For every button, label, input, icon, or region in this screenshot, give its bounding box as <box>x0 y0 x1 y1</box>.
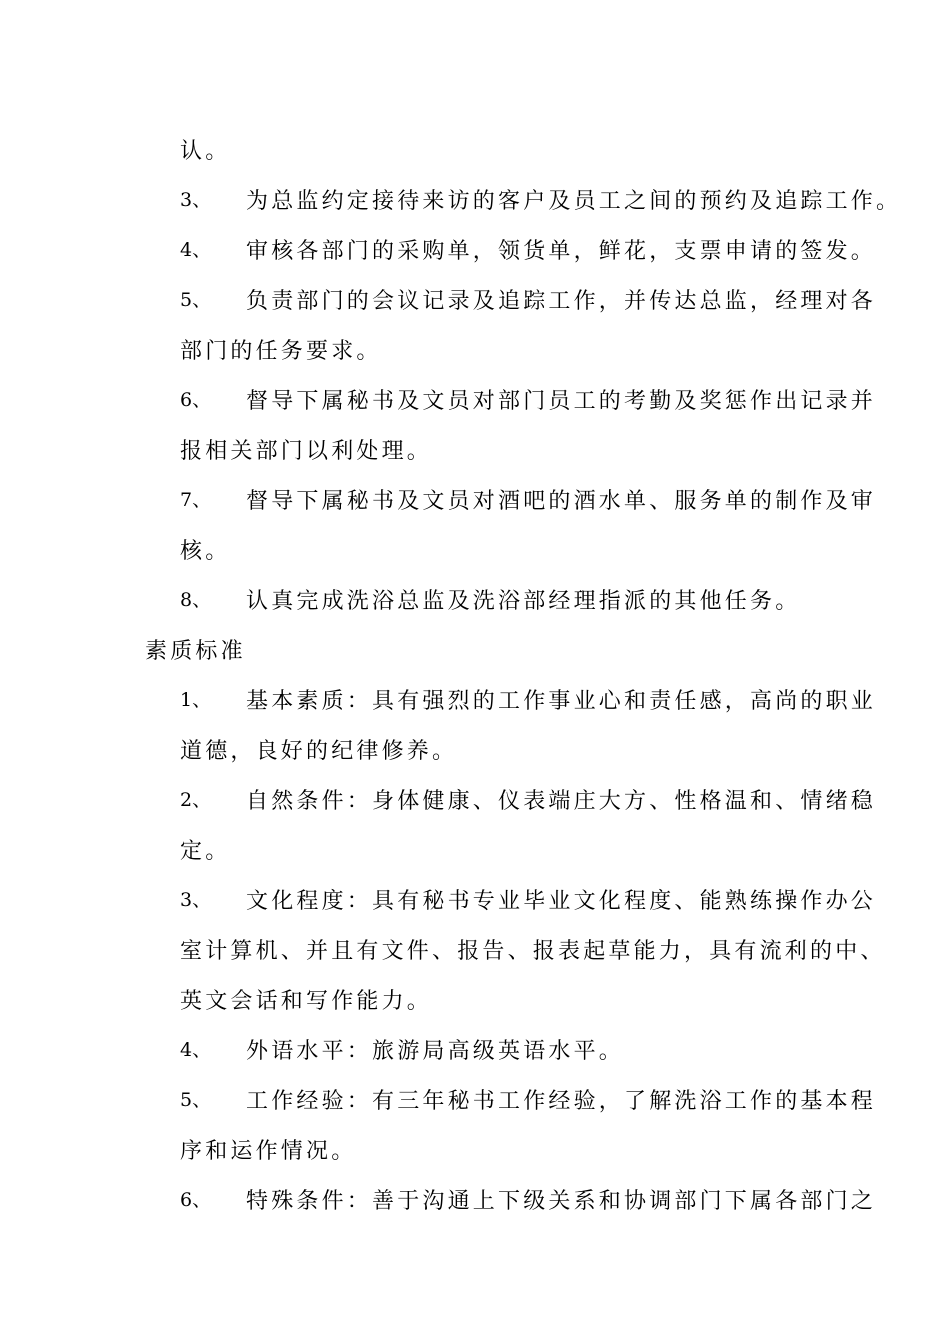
standard-number: 2、 <box>180 789 212 811</box>
standard-text: 文化程度：具有秘书专业毕业文化程度、能熟练操作办公 <box>246 889 877 914</box>
duty-number: 5、 <box>180 289 212 311</box>
standard-text: 工作经验：有三年秘书工作经验，了解洗浴工作的基本程 <box>246 1089 877 1114</box>
duty-text: 为总监约定接待来访的客户及员工之间的预约及追踪工作。 <box>246 189 902 214</box>
duty-number: 7、 <box>180 489 212 511</box>
duty-text: 督导下属秘书及文员对部门员工的考勤及奖惩作出记录并 <box>246 389 877 414</box>
standard-text: 基本素质：具有强烈的工作事业心和责任感，高尚的职业 <box>246 689 877 714</box>
duty-number: 4、 <box>180 239 212 261</box>
standard-text-continued: 室计算机、并且有文件、报告、报表起草能力，具有流利的中、 <box>180 939 886 964</box>
duty-text-continued: 核。 <box>180 539 231 564</box>
standard-text-continued: 道德，良好的纪律修养。 <box>180 739 458 764</box>
duty-number: 3、 <box>180 189 212 211</box>
duty-text-continued: 报相关部门以利处理。 <box>180 439 433 464</box>
duty-text: 督导下属秘书及文员对酒吧的酒水单、服务单的制作及审 <box>246 489 877 514</box>
duty-text-continued: 部门的任务要求。 <box>180 339 382 364</box>
duty-number: 8、 <box>180 589 212 611</box>
duty-text: 负责部门的会议记录及追踪工作，并传达总监，经理对各 <box>246 289 877 314</box>
section-heading: 素质标准 <box>145 639 246 664</box>
standard-number: 1、 <box>180 689 212 711</box>
standard-text-continued: 序和运作情况。 <box>180 1139 357 1164</box>
standard-text: 特殊条件：善于沟通上下级关系和协调部门下属各部门之 <box>246 1189 877 1214</box>
continuation-text: 认。 <box>180 139 231 164</box>
standard-text: 外语水平：旅游局高级英语水平。 <box>246 1039 625 1064</box>
standard-text-continued: 定。 <box>180 839 231 864</box>
duty-number: 6、 <box>180 389 212 411</box>
standard-number: 6、 <box>180 1189 212 1211</box>
standard-number: 5、 <box>180 1089 212 1111</box>
duty-text: 认真完成洗浴总监及洗浴部经理指派的其他任务。 <box>246 589 801 614</box>
standard-text-continued: 英文会话和写作能力。 <box>180 989 433 1014</box>
duty-text: 审核各部门的采购单，领货单，鲜花，支票申请的签发。 <box>246 239 877 264</box>
standard-text: 自然条件：身体健康、仪表端庄大方、性格温和、情绪稳 <box>246 789 877 814</box>
standard-number: 3、 <box>180 889 212 911</box>
standard-number: 4、 <box>180 1039 212 1061</box>
